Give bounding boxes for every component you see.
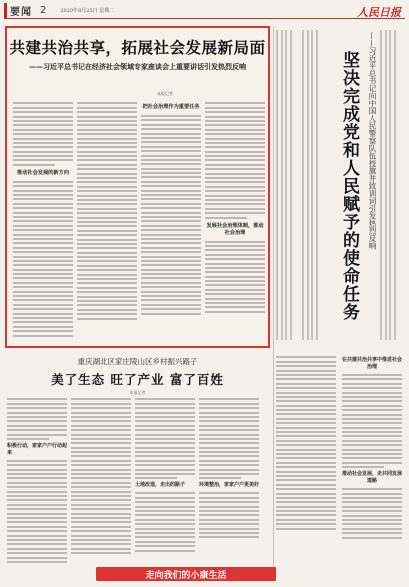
right-feature-subtitle: ——习近平总书记向中国人民警察队伍授旗并致训词引发热烈反响: [368, 32, 377, 250]
body-column: [342, 354, 402, 560]
bottom-body: [5, 396, 270, 576]
article-subhead: 在共建共治共享中推进社会治理: [342, 357, 402, 370]
right-feature-article: [276, 26, 405, 348]
article-subhead: 土地改造，走出的路子: [135, 482, 186, 489]
featured-headline: 共建共治共享，拓展社会发展新局面: [9, 39, 266, 57]
article-subhead: 把社会治理作为重要任务: [142, 104, 200, 110]
body-column: [276, 354, 336, 560]
featured-subtitle: ——习近平总书记在经济社会领域专家座谈会上重要讲话引发热烈反响: [29, 62, 246, 71]
bottom-byline: 本报记者: [129, 390, 146, 395]
body-column: [77, 100, 137, 344]
article-subhead: 发展社会治理体制，推动社会治理: [206, 222, 264, 236]
body-column: [302, 30, 324, 340]
bottom-headline: 美了生态 旺了产业 富了百姓: [51, 372, 224, 387]
body-column: [141, 100, 201, 344]
masthead: [4, 3, 405, 19]
article-subhead: 积极行动，家家户户行动起来: [7, 442, 67, 456]
bottom-kicker: 重庆湖北区家庄陵山区乡村振兴路子: [77, 357, 198, 366]
body-column: [205, 100, 265, 344]
body-column: [71, 396, 131, 576]
article-subhead: 推动社会发展的新方向: [17, 169, 69, 176]
featured-body: [13, 100, 265, 344]
body-column: [135, 396, 195, 576]
newspaper-logo: 人民日报: [357, 6, 401, 19]
bottom-right-article: [276, 354, 405, 560]
date-line: 2020年8月25日 星期二: [60, 8, 115, 14]
featured-byline: 本报记者: [157, 91, 173, 96]
body-column: [276, 30, 298, 340]
section-label: 要闻: [4, 3, 32, 18]
body-column: [7, 396, 67, 576]
body-column: [380, 30, 402, 340]
article-subhead: 推动社会发展，走共同发展道路: [342, 471, 402, 485]
article-subhead: 环境整治，家家户户更美好: [199, 482, 259, 489]
featured-article: [5, 26, 270, 348]
right-feature-headline: 坚决完成党和人民赋予的使命任务: [339, 51, 359, 321]
bottom-article: [5, 354, 270, 579]
bottom-banner: 走向我们的小康生活: [96, 567, 276, 581]
body-column: [13, 100, 73, 344]
page-number: 2: [40, 5, 47, 16]
body-column: [199, 396, 259, 576]
column-divider: [273, 26, 274, 571]
